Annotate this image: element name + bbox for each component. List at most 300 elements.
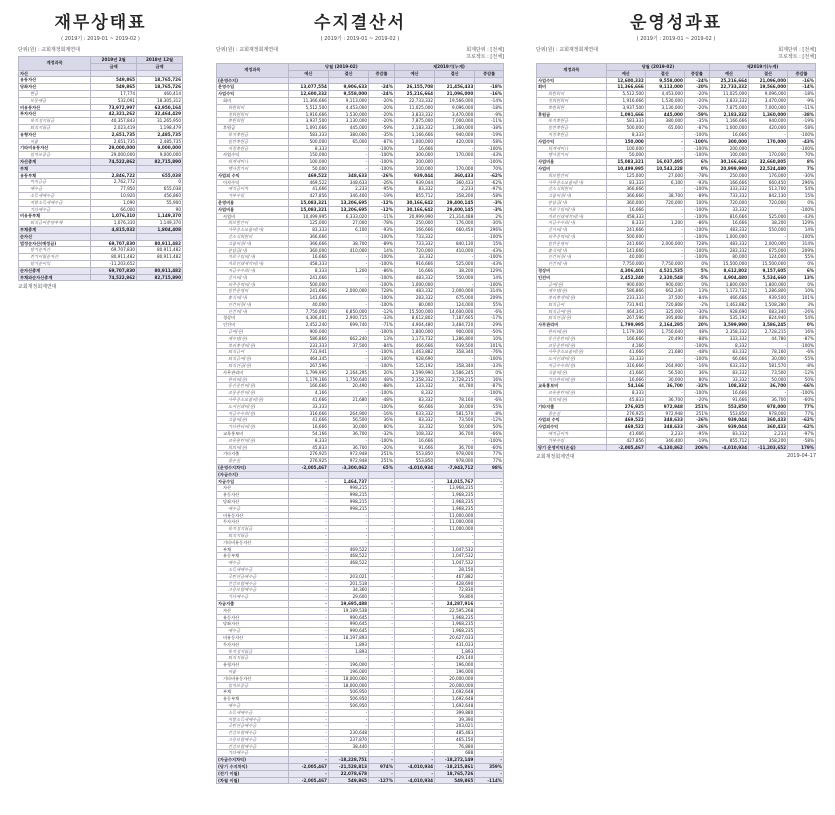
amount-cell: 1,179,166 bbox=[606, 329, 645, 336]
amount-cell: - bbox=[288, 682, 328, 689]
amount-cell: -93% bbox=[369, 227, 395, 234]
col-group-cumulative: 제2019기(누계) bbox=[709, 64, 815, 71]
table-row bbox=[217, 702, 504, 709]
amount-cell: 73,500 bbox=[749, 369, 788, 376]
table-row bbox=[537, 145, 816, 152]
amount-cell: 241,666 bbox=[606, 240, 645, 247]
amount-cell: 990,645 bbox=[328, 614, 368, 621]
amount-cell: 16,666 bbox=[394, 437, 434, 444]
account-name: 휴식비(사) bbox=[537, 247, 607, 254]
amount-cell: - bbox=[288, 560, 328, 567]
account-name: 기타예수금 bbox=[19, 206, 91, 213]
amount-cell: - bbox=[475, 499, 504, 506]
amount-cell: 675,000 bbox=[749, 247, 788, 254]
amount-cell: -100% bbox=[684, 233, 709, 240]
amount-cell: - bbox=[369, 580, 395, 587]
table-row bbox=[217, 172, 504, 179]
amount-cell: 4,453,000 bbox=[645, 91, 684, 98]
account-name: 유동부채 bbox=[217, 553, 289, 560]
table-row bbox=[537, 91, 816, 98]
amount-cell: -18,272,149 bbox=[435, 757, 475, 764]
table-row bbox=[19, 267, 183, 274]
col-header-account: 계정과목 bbox=[537, 64, 607, 78]
table-row bbox=[537, 281, 816, 288]
amount-cell: 66,666 bbox=[709, 356, 748, 363]
operations-footer bbox=[536, 453, 816, 460]
amount-cell: -60% bbox=[788, 397, 816, 404]
amount-cell: 333,332 bbox=[709, 186, 748, 193]
amount-cell: 928,690 bbox=[394, 356, 434, 363]
table-row bbox=[217, 363, 504, 370]
amount-cell: 939,500 bbox=[435, 342, 475, 349]
amount-cell: 1,076,310 bbox=[91, 213, 137, 220]
amount-cell: - bbox=[394, 587, 434, 594]
amount-cell: -6% bbox=[475, 308, 504, 315]
account-name: 통신운반비(운) bbox=[537, 335, 607, 342]
table-row bbox=[19, 206, 183, 213]
amount-cell: - bbox=[369, 702, 395, 709]
amount-cell: -100% bbox=[369, 349, 395, 356]
amount-cell: - bbox=[394, 546, 434, 553]
table-row bbox=[217, 356, 504, 363]
amount-cell: 20,999,990 bbox=[709, 165, 748, 172]
account-name: (차월 이월) bbox=[217, 777, 289, 784]
table-row bbox=[217, 254, 504, 261]
account-name: 복리후생비(운) bbox=[217, 342, 289, 349]
amount-cell: 20,000,000 bbox=[435, 682, 475, 689]
amount-cell: 6% bbox=[684, 159, 709, 166]
amount-cell: 360,000 bbox=[288, 247, 328, 254]
amount-cell: 100,000 bbox=[288, 159, 328, 166]
amount-cell: 276,925 bbox=[606, 403, 645, 410]
account-name: 인건비 bbox=[217, 322, 289, 329]
amount-cell: 40,357,843 bbox=[91, 118, 137, 125]
table-row bbox=[217, 131, 504, 138]
account-name: 기타지출 bbox=[217, 451, 289, 458]
account-name: 유동자산 bbox=[19, 77, 91, 84]
amount-cell: 40,000 bbox=[288, 301, 328, 308]
amount-cell: - bbox=[328, 532, 368, 539]
amount-cell: - bbox=[288, 600, 328, 607]
amount-cell: 581,570 bbox=[749, 363, 788, 370]
account-name: 부채와순자산총계 bbox=[19, 274, 91, 281]
amount-cell: 468,522 bbox=[328, 560, 368, 567]
amount-cell: -24% bbox=[684, 77, 709, 84]
amount-cell: -8% bbox=[788, 363, 816, 370]
table-row bbox=[217, 689, 504, 696]
account-name: 국민연금예수금 bbox=[217, 573, 289, 580]
amount-cell: 1,091,666 bbox=[606, 111, 645, 118]
amount-cell: - bbox=[288, 573, 328, 580]
account-name: 퇴직연금(운) bbox=[537, 315, 607, 322]
amount-cell: 2,164,295 bbox=[645, 322, 684, 329]
amount-cell: 36,700 bbox=[435, 431, 475, 438]
amount-cell: 460,414 bbox=[137, 90, 183, 97]
amount-cell: - bbox=[369, 723, 395, 730]
table-row bbox=[537, 403, 816, 410]
table-row bbox=[217, 594, 504, 601]
amount-cell: 25,216,664 bbox=[394, 91, 434, 98]
table-row bbox=[19, 233, 183, 240]
amount-cell: 19,566,000 bbox=[435, 97, 475, 104]
amount-cell: 662,240 bbox=[328, 335, 368, 342]
account-name: (당기 수지차익) bbox=[217, 764, 289, 771]
account-name: 비품 bbox=[19, 138, 91, 145]
amount-cell bbox=[394, 77, 434, 84]
amount-cell: 506,950 bbox=[328, 696, 368, 703]
table-row bbox=[537, 240, 816, 247]
table-row bbox=[217, 668, 504, 675]
account-name: 후원회원 bbox=[537, 104, 607, 111]
account-name: 회원회비 bbox=[537, 91, 607, 98]
table-row bbox=[217, 675, 504, 682]
table-row bbox=[19, 213, 183, 220]
amount-cell: 13,206,695 bbox=[328, 206, 368, 213]
table-row bbox=[537, 342, 816, 349]
table-row bbox=[217, 743, 504, 750]
table-row bbox=[19, 111, 183, 118]
amount-cell: - bbox=[369, 478, 395, 485]
table-row bbox=[537, 125, 816, 132]
amount-cell: -19% bbox=[369, 193, 395, 200]
table-row bbox=[537, 261, 816, 268]
account-name: 인건비용(사) bbox=[537, 254, 607, 261]
amount-cell: 1,286,800 bbox=[749, 288, 788, 295]
table-row bbox=[537, 383, 816, 390]
account-name: 회의비(운) bbox=[537, 397, 607, 404]
amount-cell: 4,306,401 bbox=[606, 267, 645, 274]
account-name: 교육홍보비 bbox=[537, 383, 607, 390]
account-name: 관리비(운) bbox=[537, 329, 607, 336]
amount-cell: 59,800 bbox=[435, 594, 475, 601]
account-name: 지정후원금 bbox=[537, 131, 607, 138]
amount-cell: 2,762,772 bbox=[91, 179, 137, 186]
amount-cell: -89% bbox=[369, 240, 395, 247]
account-name: 교육홍보비 bbox=[217, 431, 289, 438]
account-name: 급여(운) bbox=[537, 281, 607, 288]
amount-cell: 18,765,726 bbox=[435, 770, 475, 777]
amount-cell: 1,799,995 bbox=[606, 322, 645, 329]
amount-cell: - bbox=[288, 648, 328, 655]
amount-cell: - bbox=[394, 512, 434, 519]
account-name: 정회원회비 bbox=[537, 97, 607, 104]
amount-cell: 4,453,000 bbox=[328, 104, 368, 111]
table-row bbox=[217, 261, 504, 268]
amount-cell: -100% bbox=[788, 233, 816, 240]
amount-cell: 30,000 bbox=[645, 376, 684, 383]
amount-cell: -16% bbox=[475, 91, 504, 98]
amount-cell: 34,360 bbox=[328, 587, 368, 594]
amount-cell: -19% bbox=[684, 437, 709, 444]
amount-cell: - bbox=[645, 186, 684, 193]
account-name: 기타관리비(운) bbox=[537, 376, 607, 383]
amount-cell: -62% bbox=[475, 172, 504, 179]
amount-cell: 728% bbox=[369, 288, 395, 295]
amount-cell: 300,000 bbox=[394, 152, 434, 159]
amount-cell: - bbox=[475, 716, 504, 723]
amount-cell: 13,968,235 bbox=[435, 485, 475, 492]
amount-cell: - bbox=[475, 526, 504, 533]
amount-cell: - bbox=[328, 363, 368, 370]
amount-cell: -20% bbox=[684, 104, 709, 111]
table-row bbox=[217, 499, 504, 506]
amount-cell: 525,000 bbox=[435, 261, 475, 268]
amount-cell: - bbox=[645, 131, 684, 138]
table-row bbox=[537, 138, 816, 145]
income-period: ( 2019기 : 2019-01 ~ 2019-02 ) bbox=[320, 36, 400, 42]
col-header-rate: 증감률 bbox=[684, 70, 709, 77]
amount-cell: 2,000,000 bbox=[328, 288, 368, 295]
amount-cell: 720,808 bbox=[645, 301, 684, 308]
amount-cell: -87% bbox=[788, 335, 816, 342]
amount-cell: - bbox=[475, 492, 504, 499]
amount-cell bbox=[137, 70, 183, 77]
amount-cell: - bbox=[328, 274, 368, 281]
amount-cell: 3,586,245 bbox=[435, 369, 475, 376]
amount-cell: -2,005,467 bbox=[288, 777, 328, 784]
account-name: 비유동자산 bbox=[217, 512, 289, 519]
amount-cell: -58% bbox=[788, 125, 816, 132]
amount-cell: 9,000,000 bbox=[137, 145, 183, 152]
amount-cell: 513,700 bbox=[749, 186, 788, 193]
amount-cell: - bbox=[394, 485, 434, 492]
table-row bbox=[537, 172, 816, 179]
amount-cell: 1,047,532 bbox=[435, 560, 475, 567]
table-row bbox=[19, 274, 183, 281]
amount-cell: 1,968,235 bbox=[435, 628, 475, 635]
col-header-rate: 증감률 bbox=[788, 70, 816, 77]
amount-cell: 170,000 bbox=[749, 138, 788, 145]
income-accounting-unit: 회계단위 : [전체] bbox=[466, 47, 504, 53]
amount-cell: -78% bbox=[684, 172, 709, 179]
amount-cell: -20% bbox=[684, 91, 709, 98]
amount-cell: - bbox=[749, 145, 788, 152]
account-name: 교통운반비(운) bbox=[537, 342, 607, 349]
amount-cell: -100% bbox=[369, 145, 395, 152]
amount-cell: 80,000 bbox=[709, 254, 748, 261]
amount-cell: 399,880 bbox=[435, 709, 475, 716]
account-name: 지방소득세예수금 bbox=[217, 716, 289, 723]
amount-cell: 63,950,164 bbox=[137, 104, 183, 111]
table-row bbox=[537, 165, 816, 172]
amount-cell: 916,666 bbox=[394, 261, 434, 268]
amount-cell: 10% bbox=[788, 288, 816, 295]
table-row bbox=[19, 226, 183, 233]
table-row bbox=[217, 777, 504, 784]
amount-cell: -4,010,934 bbox=[709, 444, 748, 451]
account-name: 제수당(운) bbox=[217, 335, 289, 342]
table-row bbox=[217, 138, 504, 145]
balance-unit: 단위(원) : 교회재정회계연대 bbox=[18, 47, 80, 53]
amount-cell: - bbox=[475, 587, 504, 594]
amount-cell: 445,000 bbox=[645, 111, 684, 118]
amount-cell: 4,166 bbox=[606, 342, 645, 349]
amount-cell: 359% bbox=[475, 764, 504, 771]
amount-cell: 176,000 bbox=[435, 220, 475, 227]
amount-cell: 251% bbox=[684, 410, 709, 417]
account-name: 휴식비(사) bbox=[217, 295, 289, 302]
amount-cell: - bbox=[435, 159, 475, 166]
account-name: 건강보험예수금 bbox=[217, 730, 289, 737]
amount-cell: - bbox=[475, 485, 504, 492]
table-row bbox=[537, 308, 816, 315]
amount-cell: - bbox=[288, 750, 328, 757]
table-row bbox=[217, 288, 504, 295]
amount-cell: 30,000 bbox=[749, 356, 788, 363]
amount-cell: 9,113,000 bbox=[328, 97, 368, 104]
amount-cell: - bbox=[394, 607, 434, 614]
table-row bbox=[537, 213, 816, 220]
amount-cell: 1,508,280 bbox=[749, 301, 788, 308]
account-name: 관리비(운) bbox=[217, 376, 289, 383]
amount-cell: -62% bbox=[788, 424, 816, 431]
table-row bbox=[217, 118, 504, 125]
amount-cell: 1,360,000 bbox=[435, 125, 475, 132]
amount-cell: - bbox=[288, 580, 328, 587]
amount-cell: -88% bbox=[684, 335, 709, 342]
amount-cell: - bbox=[394, 736, 434, 743]
amount-cell: 283,332 bbox=[394, 295, 434, 302]
amount-cell: 41,666 bbox=[288, 397, 328, 404]
amount-cell: -60% bbox=[475, 444, 504, 451]
amount-cell bbox=[288, 471, 328, 478]
amount-cell: -100% bbox=[369, 274, 395, 281]
amount-cell: 348,633 bbox=[645, 417, 684, 424]
amount-cell: -66% bbox=[788, 383, 816, 390]
amount-cell: 1,000,000 bbox=[709, 125, 748, 132]
amount-cell: 166,666 bbox=[709, 179, 748, 186]
amount-cell: 1,530,000 bbox=[645, 97, 684, 104]
amount-cell: 18,765,726 bbox=[137, 77, 183, 84]
amount-cell: - bbox=[369, 526, 395, 533]
amount-cell: 2% bbox=[475, 213, 504, 220]
table-row bbox=[217, 546, 504, 553]
amount-cell: -66% bbox=[475, 431, 504, 438]
amount-cell: 13% bbox=[684, 288, 709, 295]
col-header-budget: 예산 bbox=[288, 70, 328, 77]
account-name: (운영수지) bbox=[217, 77, 289, 84]
amount-cell: -18,228,751 bbox=[328, 757, 368, 764]
table-row bbox=[537, 77, 816, 84]
amount-cell: 939,044 bbox=[709, 424, 748, 431]
table-row bbox=[537, 335, 816, 342]
amount-cell: 196,000 bbox=[435, 662, 475, 669]
amount-cell: 36,700 bbox=[749, 383, 788, 390]
amount-cell: 5% bbox=[684, 267, 709, 274]
amount-cell: 466,666 bbox=[709, 295, 748, 302]
table-row bbox=[217, 301, 504, 308]
table-row bbox=[19, 104, 183, 111]
account-name: 소득세예수금 bbox=[217, 566, 289, 573]
balance-meta bbox=[18, 46, 183, 53]
amount-cell: 83,332 bbox=[709, 431, 748, 438]
amount-cell: 2,000,000 bbox=[645, 240, 684, 247]
amount-cell: 939,044 bbox=[394, 179, 434, 186]
amount-cell: -12% bbox=[475, 417, 504, 424]
amount-cell: 675,000 bbox=[435, 295, 475, 302]
amount-cell: 348,633 bbox=[645, 424, 684, 431]
account-name: 국민연금예수금 bbox=[217, 723, 289, 730]
amount-cell: 3,599,990 bbox=[394, 369, 434, 376]
amount-cell: 11,000,000 bbox=[435, 512, 475, 519]
amount-cell bbox=[91, 70, 137, 77]
account-name: 당기순자산 bbox=[19, 247, 91, 254]
amount-cell: - bbox=[749, 390, 788, 397]
amount-cell: 36,700 bbox=[328, 444, 368, 451]
amount-cell: 31,265,950 bbox=[137, 118, 183, 125]
amount-cell: 8,332 bbox=[709, 342, 748, 349]
table-row bbox=[217, 614, 504, 621]
amount-cell: -100% bbox=[369, 281, 395, 288]
amount-cell: 15,500,000 bbox=[394, 308, 434, 315]
table-row bbox=[537, 193, 816, 200]
amount-cell: 549,865 bbox=[91, 77, 137, 84]
account-name: 사무관리비 bbox=[537, 322, 607, 329]
amount-cell: -35% bbox=[369, 131, 395, 138]
amount-cell: -26% bbox=[684, 424, 709, 431]
amount-cell: 44,780 bbox=[435, 383, 475, 390]
account-name: 자산총계 bbox=[19, 158, 91, 165]
amount-cell: - bbox=[394, 655, 434, 662]
amount-cell: -6,130,862 bbox=[645, 444, 684, 451]
amount-cell: 80,911,482 bbox=[137, 240, 183, 247]
amount-cell: 974% bbox=[369, 764, 395, 771]
amount-cell: 200,000 bbox=[394, 159, 434, 166]
amount-cell: 4,815,032 bbox=[91, 226, 137, 233]
amount-cell: 27,000 bbox=[328, 220, 368, 227]
amount-cell: 16,666 bbox=[288, 424, 328, 431]
amount-cell: 3,130,000 bbox=[328, 118, 368, 125]
table-row bbox=[217, 770, 504, 777]
amount-cell bbox=[369, 471, 395, 478]
amount-cell: 2,183,332 bbox=[709, 111, 748, 118]
amount-cell: -100% bbox=[684, 342, 709, 349]
account-name: 예적금이자 bbox=[537, 431, 607, 438]
amount-cell: - bbox=[328, 145, 368, 152]
table-row bbox=[217, 485, 504, 492]
amount-cell: 8,333 bbox=[606, 390, 645, 397]
amount-cell: 7,750,000 bbox=[288, 308, 328, 315]
amount-cell: 1,166,666 bbox=[709, 118, 748, 125]
table-row bbox=[217, 77, 504, 84]
amount-cell: -20% bbox=[369, 111, 395, 118]
amount-cell: -30% bbox=[788, 172, 816, 179]
amount-cell: - bbox=[328, 254, 368, 261]
amount-cell: 3,599,990 bbox=[709, 322, 748, 329]
amount-cell: -87% bbox=[684, 125, 709, 132]
table-row bbox=[217, 369, 504, 376]
amount-cell: -100% bbox=[684, 131, 709, 138]
amount-cell: - bbox=[288, 478, 328, 485]
amount-cell: -9% bbox=[475, 111, 504, 118]
table-row bbox=[19, 77, 183, 84]
amount-cell: -89% bbox=[684, 193, 709, 200]
amount-cell: -100% bbox=[788, 131, 816, 138]
amount-cell: -11% bbox=[475, 118, 504, 125]
amount-cell: 41,666 bbox=[606, 349, 645, 356]
table-row bbox=[217, 397, 504, 404]
account-name: 유동부채 bbox=[217, 696, 289, 703]
amount-cell: 1,893 bbox=[328, 641, 368, 648]
amount-cell: 251% bbox=[369, 451, 395, 458]
account-name: 회계세미나 bbox=[217, 159, 289, 166]
amount-cell: - bbox=[288, 539, 328, 546]
amount-cell: 939,044 bbox=[394, 172, 434, 179]
amount-cell: 209% bbox=[788, 247, 816, 254]
amount-cell: - bbox=[288, 709, 328, 716]
amount-cell: 36,700 bbox=[328, 431, 368, 438]
amount-cell: 7,000,000 bbox=[749, 104, 788, 111]
